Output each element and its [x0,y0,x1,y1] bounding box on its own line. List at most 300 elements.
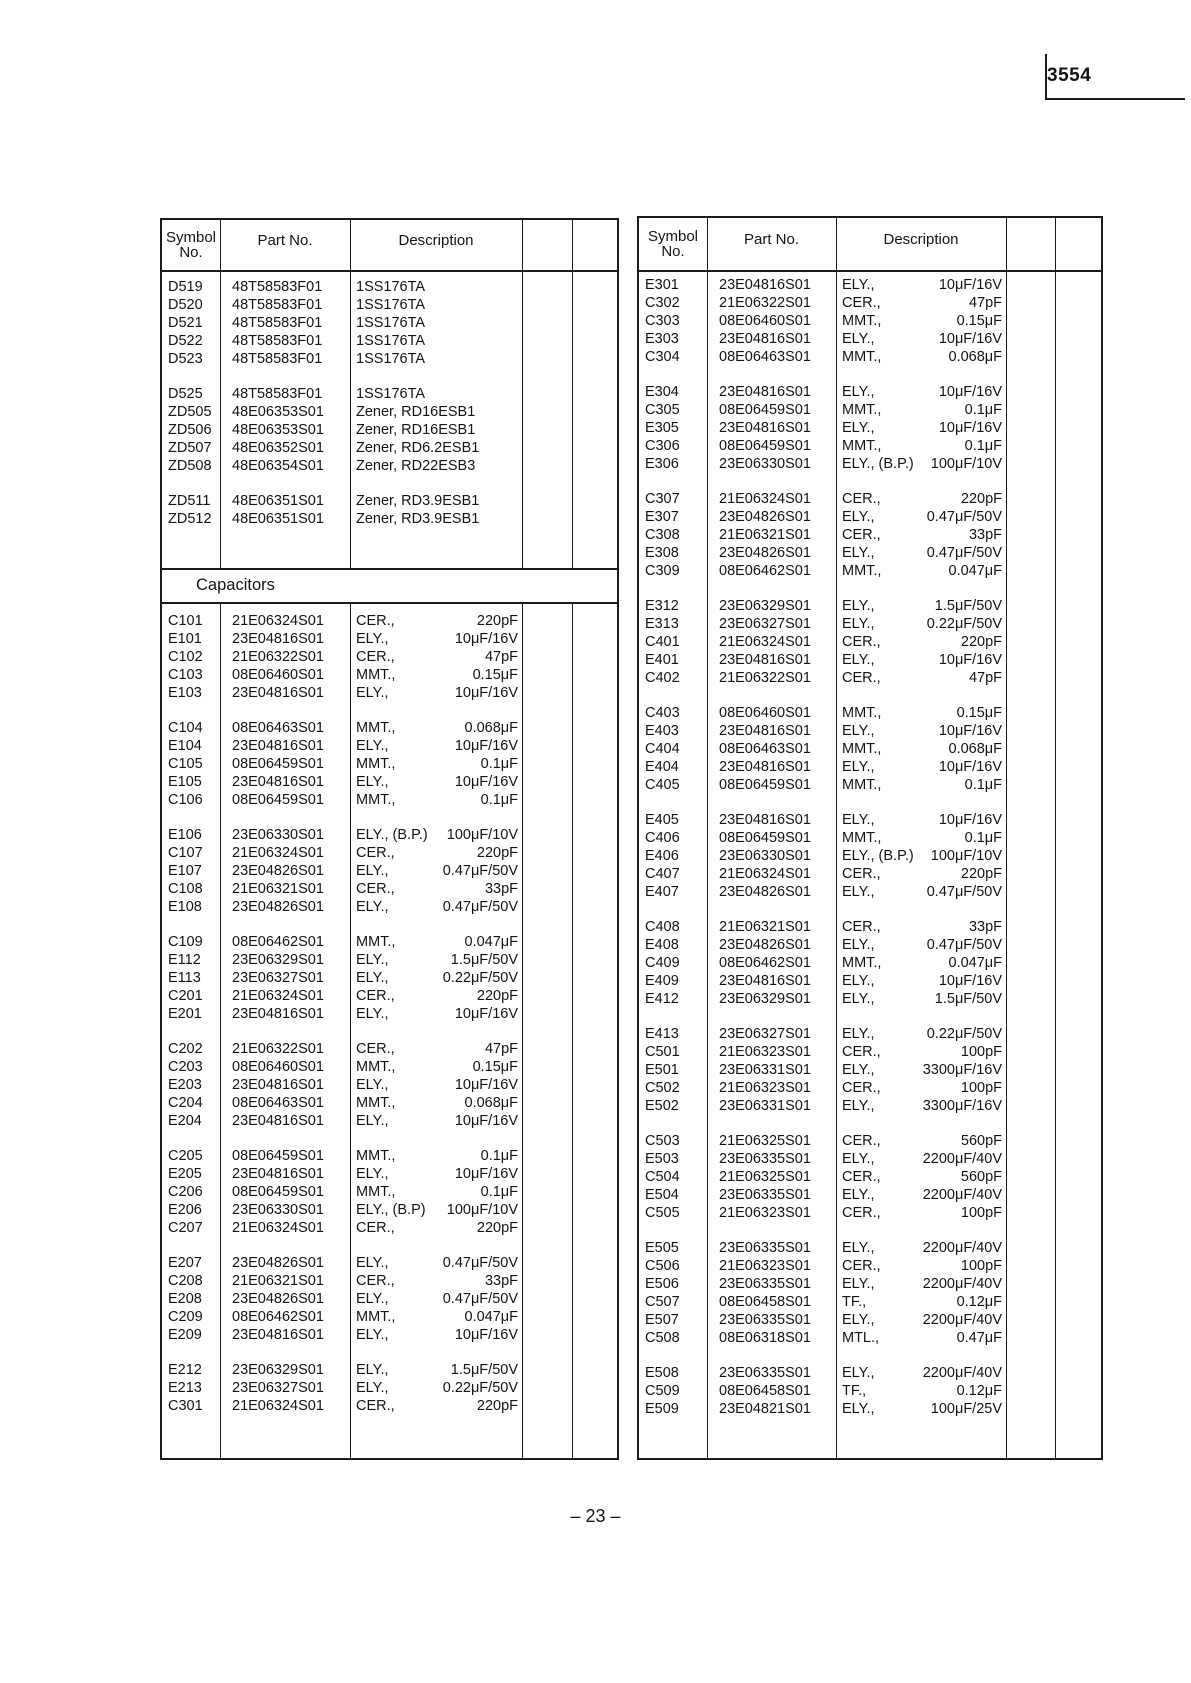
cell-description: ELY., [842,331,875,347]
cell-part-no: 23E06330S01 [719,848,811,864]
cell-part-no: 21E06324S01 [232,988,324,1004]
cell-value: 10μF/16V [938,723,1002,739]
table-row [162,296,522,314]
cell-description: CER., [842,1044,881,1060]
cell-value: 2200μF/40V [922,1365,1002,1381]
cell-value: 0.47μF [956,1330,1002,1346]
cell-description: ELY., (B.P.) [842,848,914,864]
cell-description: ELY., [356,970,389,986]
cell-symbol: C209 [168,1309,203,1325]
cell-part-no: 08E06459S01 [232,1184,324,1200]
table-row [639,1204,1006,1222]
cell-value: 10μF/16V [454,1166,518,1182]
cell-description: ELY., [356,1327,389,1343]
cell-symbol: C501 [645,1044,680,1060]
table-row [162,1397,522,1415]
cell-value: 0.047μF [948,563,1002,579]
cell-value: 0.047μF [464,1309,518,1325]
cell-part-no: 23E04826S01 [232,1291,324,1307]
cell-description: MMT., [842,563,882,579]
table-row [639,508,1006,526]
cell-value: 100μF/10V [930,456,1002,472]
cell-value: 2200μF/40V [922,1312,1002,1328]
cell-symbol: E212 [168,1362,202,1378]
table-row [162,1361,522,1379]
table-row [639,437,1006,455]
cell-symbol: C407 [645,866,680,882]
cell-value: 2200μF/40V [922,1276,1002,1292]
cell-description: MMT., [842,777,882,793]
cell-value: 10μF/16V [454,1006,518,1022]
table-row [162,862,522,880]
cell-value: 0.22μF/50V [926,616,1002,632]
cell-description: ELY., [842,884,875,900]
table-row [162,1147,522,1165]
cell-symbol: D525 [168,386,203,402]
cell-part-no: 23E06335S01 [719,1276,811,1292]
cell-description: MMT., [842,313,882,329]
cell-symbol: E304 [645,384,679,400]
cell-part-no: 23E06329S01 [719,598,811,614]
cell-description: ELY., [842,1240,875,1256]
cell-description: 1SS176TA [356,315,426,331]
cell-symbol: E306 [645,456,679,472]
cell-description: ELY., [356,774,389,790]
cell-part-no: 23E06327S01 [232,970,324,986]
table-row [639,847,1006,865]
cell-value: 220pF [476,1398,518,1414]
cell-part-no: 23E06327S01 [719,1026,811,1042]
cell-description: ELY., [842,1312,875,1328]
cell-symbol: C508 [645,1330,680,1346]
cell-part-no: 21E06324S01 [232,1220,324,1236]
cell-value: 220pF [960,866,1002,882]
cell-description: CER., [356,1273,395,1289]
cell-part-no: 23E06327S01 [719,616,811,632]
table-row [639,312,1006,330]
header-divider [162,270,617,272]
table-row [162,1040,522,1058]
table-row [639,1329,1006,1347]
cell-part-no: 21E06322S01 [719,670,811,686]
cell-value: 100μF/25V [930,1401,1002,1417]
cell-part-no: 08E06463S01 [719,741,811,757]
table-row [162,1094,522,1112]
cell-value: 0.1μF [480,1148,518,1164]
cell-part-no: 08E06458S01 [719,1294,811,1310]
table-row [639,1311,1006,1329]
page-number: 3554 [1047,65,1092,86]
cell-part-no: 08E06462S01 [232,934,324,950]
header-part-no: Part No. [257,232,313,249]
table-row [639,1168,1006,1186]
cell-value: 0.22μF/50V [926,1026,1002,1042]
cell-value: 0.068μF [464,720,518,736]
cell-description: CER., [842,1205,881,1221]
table-row [639,330,1006,348]
table-row [162,1308,522,1326]
cell-value: 0.12μF [956,1383,1002,1399]
cell-part-no: 21E06322S01 [232,649,324,665]
table-row [162,755,522,773]
cell-part-no: 21E06324S01 [719,866,811,882]
header-description: Description [398,232,474,249]
cell-value: 10μF/16V [938,652,1002,668]
table-row [639,722,1006,740]
cell-description: 1SS176TA [356,333,426,349]
table-row [639,1293,1006,1311]
cell-description: CER., [356,1398,395,1414]
cell-part-no: 23E04826S01 [719,545,811,561]
cell-part-no: 23E06330S01 [232,827,324,843]
cell-symbol: C201 [168,988,203,1004]
table-row [639,383,1006,401]
table-row [162,1058,522,1076]
cell-value: 47pF [968,670,1002,686]
cell-part-no: 23E04826S01 [719,937,811,953]
cell-value: 10μF/16V [454,685,518,701]
cell-part-no: 08E06459S01 [719,830,811,846]
cell-symbol: C204 [168,1095,203,1111]
cell-value: 0.1μF [964,777,1002,793]
table-row [162,1076,522,1094]
table-row [639,419,1006,437]
cell-description: ELY., [842,1026,875,1042]
cell-description: ELY., [842,1365,875,1381]
cell-description: Zener, RD3.9ESB1 [356,493,480,509]
cell-description: MMT., [356,792,396,808]
table-row [639,562,1006,580]
cell-value: 10μF/16V [938,759,1002,775]
cell-part-no: 21E06322S01 [719,295,811,311]
cell-value: 0.1μF [964,438,1002,454]
table-row [639,455,1006,473]
cell-part-no: 08E06458S01 [719,1383,811,1399]
cell-description: CER., [356,613,395,629]
cell-description: ELY., (B.P.) [842,456,914,472]
cell-description: ELY., [842,1276,875,1292]
cell-value: 0.047μF [464,934,518,950]
cell-symbol: C302 [645,295,680,311]
cell-description: 1SS176TA [356,351,426,367]
table-row [639,597,1006,615]
cell-description: CER., [842,670,881,686]
cell-symbol: E412 [645,991,679,1007]
cell-part-no: 23E04816S01 [232,631,324,647]
cell-description: ELY., [356,1291,389,1307]
cell-part-no: 08E06460S01 [719,313,811,329]
cell-description: CER., [842,1133,881,1149]
cell-symbol: E406 [645,848,679,864]
page-footer: – 23 – [570,1506,621,1526]
cell-description: CER., [842,1169,881,1185]
cell-value: 2200μF/40V [922,1187,1002,1203]
cell-symbol: C306 [645,438,680,454]
cell-symbol: E502 [645,1098,679,1114]
cell-symbol: E509 [645,1401,679,1417]
table-row [162,773,522,791]
cell-value: 220pF [476,988,518,1004]
cell-value: 10μF/16V [938,420,1002,436]
table-row [639,1382,1006,1400]
cell-symbol: E203 [168,1077,202,1093]
cell-description: Zener, RD6.2ESB1 [356,440,480,456]
cell-part-no: 48E06351S01 [232,493,324,509]
cell-symbol: E508 [645,1365,679,1381]
table-row [162,826,522,844]
column-divider [1055,218,1056,1458]
table-row [639,633,1006,651]
cell-description: ELY., (B.P) [356,1202,426,1218]
table-row [639,1400,1006,1418]
cell-part-no: 23E06335S01 [719,1151,811,1167]
cell-part-no: 08E06459S01 [719,777,811,793]
cell-description: ELY., [356,952,389,968]
table-row [162,492,522,510]
cell-part-no: 21E06323S01 [719,1044,811,1060]
cell-part-no: 23E06335S01 [719,1312,811,1328]
cell-value: 10μF/16V [938,973,1002,989]
cell-part-no: 23E06331S01 [719,1062,811,1078]
cell-part-no: 23E04816S01 [232,1166,324,1182]
cell-description: MMT., [842,830,882,846]
cell-description: ELY., [356,899,389,915]
cell-description: CER., [842,491,881,507]
cell-part-no: 21E06321S01 [719,919,811,935]
table-row [639,526,1006,544]
cell-symbol: C408 [645,919,680,935]
header-description: Description [883,231,959,248]
cell-symbol: C507 [645,1294,680,1310]
table-row [639,776,1006,794]
cell-part-no: 23E04826S01 [232,1255,324,1271]
table-row [162,719,522,737]
cell-value: 1.5μF/50V [450,1362,518,1378]
cell-part-no: 23E06329S01 [232,1362,324,1378]
cell-description: CER., [356,1220,395,1236]
cell-value: 33pF [484,1273,518,1289]
cell-part-no: 23E06335S01 [719,1365,811,1381]
cell-value: 100pF [960,1258,1002,1274]
cell-symbol: C505 [645,1205,680,1221]
cell-part-no: 21E06323S01 [719,1080,811,1096]
table-row [639,1043,1006,1061]
cell-symbol: E313 [645,616,679,632]
cell-symbol: C109 [168,934,203,950]
cell-part-no: 08E06460S01 [719,705,811,721]
cell-symbol: C503 [645,1133,680,1149]
cell-part-no: 48T58583F01 [232,351,323,367]
cell-part-no: 48T58583F01 [232,333,323,349]
table-row [639,936,1006,954]
cell-description: MTL., [842,1330,880,1346]
cell-symbol: E104 [168,738,202,754]
cell-symbol: E403 [645,723,679,739]
cell-value: 10μF/16V [454,774,518,790]
cell-part-no: 23E04816S01 [719,277,811,293]
cell-symbol: C102 [168,649,203,665]
table-row [162,1005,522,1023]
cell-part-no: 48E06351S01 [232,511,324,527]
cell-description: ELY., [842,598,875,614]
cell-value: 100μF/10V [446,1202,518,1218]
cell-description: ELY., [842,277,875,293]
cell-description: ELY., [842,973,875,989]
cell-part-no: 48T58583F01 [232,297,323,313]
table-row [639,865,1006,883]
cell-symbol: C105 [168,756,203,772]
cell-value: 3300μF/16V [922,1098,1002,1114]
table-row [639,1061,1006,1079]
cell-symbol: E208 [168,1291,202,1307]
cell-symbol: E407 [645,884,679,900]
cell-symbol: ZD505 [168,404,212,420]
table-row [162,403,522,421]
cell-symbol: E213 [168,1380,202,1396]
cell-symbol: E101 [168,631,202,647]
table-row [639,276,1006,294]
table-row [162,385,522,403]
cell-symbol: E503 [645,1151,679,1167]
cell-description: CER., [356,881,395,897]
table-row [639,1097,1006,1115]
cell-symbol: E301 [645,277,679,293]
cell-value: 0.1μF [964,402,1002,418]
header-symbol: Symbol No. [165,229,217,261]
cell-value: 220pF [960,491,1002,507]
cell-symbol: E307 [645,509,679,525]
cell-description: ELY., [842,1151,875,1167]
table-row [639,669,1006,687]
cell-description: 1SS176TA [356,297,426,313]
table-row [162,1183,522,1201]
cell-symbol: E113 [168,970,201,986]
cell-symbol: C104 [168,720,203,736]
cell-value: 100pF [960,1205,1002,1221]
cell-symbol: E204 [168,1113,202,1129]
cell-description: ELY., [842,991,875,1007]
table-row [162,1290,522,1308]
table-row [162,350,522,368]
cell-part-no: 23E04816S01 [719,420,811,436]
cell-part-no: 08E06462S01 [719,563,811,579]
cell-part-no: 23E04816S01 [232,1006,324,1022]
cell-description: MMT., [356,1309,396,1325]
cell-symbol: E312 [645,598,679,614]
cell-symbol: C203 [168,1059,203,1075]
cell-symbol: E205 [168,1166,202,1182]
cell-part-no: 08E06459S01 [719,438,811,454]
cell-value: 220pF [476,845,518,861]
cell-description: ELY., [356,863,389,879]
cell-description: MMT., [356,720,396,736]
cell-part-no: 48T58583F01 [232,386,323,402]
table-row [162,880,522,898]
cell-part-no: 48T58583F01 [232,279,323,295]
cell-description: CER., [356,1041,395,1057]
table-row [639,1079,1006,1097]
cell-value: 560pF [960,1169,1002,1185]
cell-description: MMT., [842,402,882,418]
cell-part-no: 08E06318S01 [719,1330,811,1346]
table-row [639,1132,1006,1150]
cell-symbol: E112 [168,952,201,968]
cell-description: ELY., [842,509,875,525]
cell-value: 100pF [960,1044,1002,1060]
cell-description: Zener, RD16ESB1 [356,422,476,438]
cell-description: Zener, RD22ESB3 [356,458,476,474]
cell-part-no: 08E06460S01 [232,667,324,683]
cell-description: CER., [842,295,881,311]
cell-value: 0.15μF [472,1059,518,1075]
table-row [162,951,522,969]
cell-value: 2200μF/40V [922,1240,1002,1256]
cell-value: 0.15μF [956,705,1002,721]
cell-value: 10μF/16V [454,1077,518,1093]
table-row [162,510,522,528]
cell-value: 100μF/10V [446,827,518,843]
cell-value: 100pF [960,1080,1002,1096]
cell-part-no: 23E04816S01 [232,1077,324,1093]
cell-part-no: 21E06323S01 [719,1258,811,1274]
cell-description: MMT., [356,667,396,683]
cell-value: 0.47μF/50V [926,509,1002,525]
table-row [162,457,522,475]
cell-description: ELY., [842,545,875,561]
table-row [162,684,522,702]
cell-symbol: C504 [645,1169,680,1185]
cell-description: MMT., [356,1059,396,1075]
cell-symbol: C509 [645,1383,680,1399]
cell-symbol: C308 [645,527,680,543]
table-row [162,737,522,755]
table-row [639,615,1006,633]
table-row [639,883,1006,901]
cell-symbol: D519 [168,279,203,295]
table-row [639,490,1006,508]
cell-value: 0.47μF/50V [926,884,1002,900]
cell-symbol: E106 [168,827,202,843]
cell-description: CER., [842,634,881,650]
table-row [162,1254,522,1272]
cell-part-no: 23E04826S01 [719,884,811,900]
cell-part-no: 21E06324S01 [232,613,324,629]
cell-value: 220pF [960,634,1002,650]
cell-value: 0.15μF [956,313,1002,329]
cell-part-no: 23E04826S01 [232,899,324,915]
cell-part-no: 23E06329S01 [232,952,324,968]
cell-description: ELY., [842,759,875,775]
cell-part-no: 48E06352S01 [232,440,324,456]
cell-description: MMT., [842,438,882,454]
cell-symbol: C406 [645,830,680,846]
table-row [162,1219,522,1237]
cell-value: 10μF/16V [454,738,518,754]
cell-description: ELY., [842,420,875,436]
table-row [162,987,522,1005]
cell-part-no: 23E06327S01 [232,1380,324,1396]
table-row [639,401,1006,419]
cell-value: 220pF [476,613,518,629]
table-row [639,1025,1006,1043]
table-row [162,278,522,296]
cell-symbol: C205 [168,1148,203,1164]
cell-symbol: D521 [168,315,203,331]
cell-part-no: 23E06330S01 [232,1202,324,1218]
table-row [639,829,1006,847]
cell-symbol: E206 [168,1202,202,1218]
table-frame [637,216,1103,1460]
